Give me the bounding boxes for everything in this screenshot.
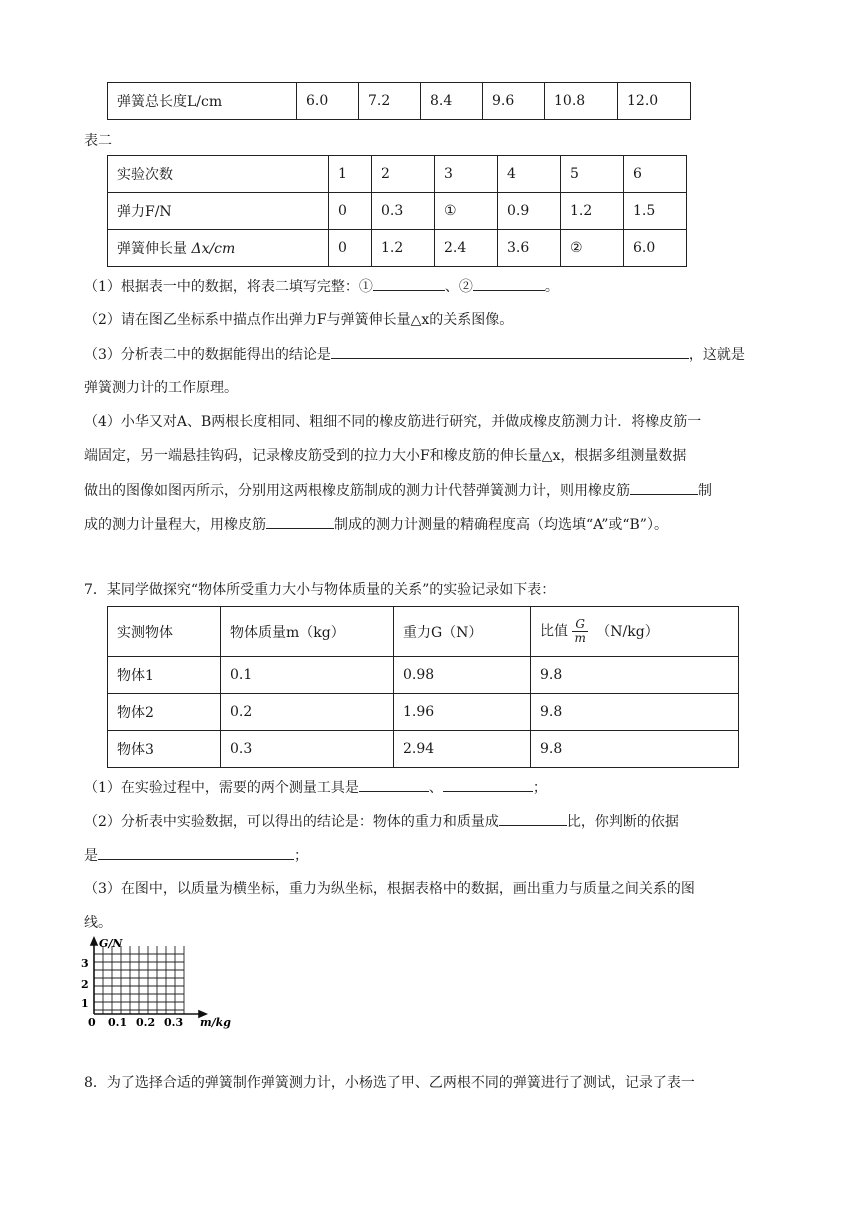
q6-part1-text: （1）根据表一中的数据，将表二填写完整：① bbox=[84, 279, 373, 295]
table2-cell: 1 bbox=[329, 156, 372, 193]
table2-cell: 5 bbox=[561, 156, 624, 193]
q6-part4-text: 制 bbox=[698, 483, 712, 499]
q7-cell: 物体2 bbox=[108, 694, 221, 731]
table2-caption: 表二 bbox=[84, 133, 112, 149]
q7-part1 bbox=[84, 777, 784, 798]
x-tick-label: 0.1 bbox=[108, 1016, 128, 1029]
table2-row-label: 弹力F/N bbox=[108, 193, 329, 230]
q7-cell: 9.8 bbox=[531, 657, 739, 694]
q6-part1-text: 、② bbox=[444, 279, 473, 295]
ratio-fraction bbox=[572, 618, 587, 645]
q7-part1-text: ； bbox=[532, 780, 547, 796]
answer-blank[interactable] bbox=[473, 276, 545, 291]
table2-row bbox=[108, 156, 687, 193]
q7-header-cell: 物体质量m（kg） bbox=[221, 607, 394, 657]
table1-row-label: 弹簧总长度L/cm bbox=[108, 83, 297, 120]
table1-cell: 8.4 bbox=[421, 83, 483, 120]
q7-cell: 0.98 bbox=[394, 657, 531, 694]
q7-part2-text: （2）分析表中实验数据，可以得出的结论是：物体的重力和质量成 bbox=[84, 814, 499, 830]
table1-cell: 9.6 bbox=[483, 83, 545, 120]
answer-blank[interactable] bbox=[443, 777, 533, 792]
q6-part3 bbox=[84, 344, 784, 365]
q7-part3-cont: 线。 bbox=[84, 915, 112, 931]
q7-cell: 9.8 bbox=[531, 731, 739, 768]
y-axis-label: G/N bbox=[99, 937, 123, 950]
answer-blank[interactable] bbox=[331, 344, 689, 359]
answer-blank[interactable] bbox=[98, 845, 294, 860]
q7-part2-cont bbox=[84, 845, 784, 866]
table-row bbox=[108, 731, 739, 768]
answer-blank[interactable] bbox=[499, 811, 567, 826]
q7-part1-text: 、 bbox=[428, 780, 443, 796]
table2-row bbox=[108, 230, 687, 267]
table2-label-prefix: 弹簧伸长量 bbox=[117, 241, 192, 257]
grid-lines bbox=[94, 946, 184, 1014]
q7-graph bbox=[81, 936, 244, 1029]
q7-cell: 9.8 bbox=[531, 694, 739, 731]
table2-cell: 2 bbox=[372, 156, 435, 193]
q6-part4-text: 成的测力计量程大，用橡皮筋 bbox=[84, 517, 266, 533]
q7-cell: 0.3 bbox=[221, 731, 394, 768]
table2-cell: 0.9 bbox=[498, 193, 561, 230]
table1-cell: 6.0 bbox=[297, 83, 359, 120]
table1-cell: 10.8 bbox=[545, 83, 618, 120]
table2-cell: 0 bbox=[329, 193, 372, 230]
ratio-unit: （N/kg） bbox=[596, 623, 659, 640]
table2-cell: ② bbox=[561, 230, 624, 267]
q6-part2: （2）请在图乙坐标系中描点作出弹力F与弹簧伸长量△x的关系图像。 bbox=[84, 312, 514, 328]
q6-part4-cont: 端固定，另一端悬挂钩码，记录橡皮筋受到的拉力大小F和橡皮筋的伸长量△x，根据多组测量数据 bbox=[84, 448, 687, 464]
q7-part2 bbox=[84, 811, 784, 832]
q7-cell: 物体3 bbox=[108, 731, 221, 768]
table2-cell: 6.0 bbox=[624, 230, 687, 267]
table-row bbox=[108, 657, 739, 694]
q6-part3-cont: 弹簧测力计的工作原理。 bbox=[84, 380, 238, 396]
table2-cell: 6 bbox=[624, 156, 687, 193]
q6-part3-text: ，这就是 bbox=[688, 347, 745, 363]
table2-row bbox=[108, 193, 687, 230]
q7-cell: 物体1 bbox=[108, 657, 221, 694]
q6-part4-cont bbox=[84, 480, 784, 501]
answer-blank[interactable] bbox=[373, 276, 445, 291]
q6-part3-text: （3）分析表二中的数据能得出的结论是 bbox=[84, 347, 331, 363]
q6-part4-text: 制成的测力计测量的精确程度高（均选填“A”或“B”）。 bbox=[334, 517, 668, 533]
q7-part2-text: 是 bbox=[84, 848, 98, 864]
table2-row-label bbox=[108, 230, 329, 267]
q7-part1-text: （1）在实验过程中，需要的两个测量工具是 bbox=[84, 780, 359, 796]
table2-cell: ① bbox=[435, 193, 498, 230]
fraction-denominator: m bbox=[574, 631, 586, 645]
q8-intro: 8．为了选择合适的弹簧制作弹簧测力计，小杨选了甲、乙两根不同的弹簧进行了测试，记录了表一 bbox=[84, 1075, 695, 1091]
y-tick-label: 3 bbox=[81, 957, 89, 970]
table2 bbox=[107, 155, 687, 267]
q7-part2-text: ； bbox=[294, 848, 308, 864]
y-axis-arrow-icon bbox=[91, 938, 97, 945]
answer-blank[interactable] bbox=[359, 777, 429, 792]
table1-cell: 12.0 bbox=[618, 83, 691, 120]
ratio-label: 比值 bbox=[540, 623, 568, 640]
table1 bbox=[107, 82, 691, 120]
table2-row-label: 实验次数 bbox=[108, 156, 329, 193]
table2-cell: 1.2 bbox=[561, 193, 624, 230]
q7-cell: 1.96 bbox=[394, 694, 531, 731]
q6-part1-text: 。 bbox=[544, 279, 559, 295]
x-tick-label: 0.3 bbox=[164, 1016, 184, 1029]
y-tick-label: 2 bbox=[81, 978, 89, 991]
x-tick-label: 0 bbox=[88, 1016, 96, 1029]
answer-blank[interactable] bbox=[630, 480, 698, 495]
q7-part3: （3）在图中，以质量为横坐标，重力为纵坐标，根据表格中的数据，画出重力与质量之间关系的图 bbox=[84, 881, 695, 897]
x-axis-label: m/kg bbox=[200, 1016, 231, 1029]
q7-header-cell: 重力G（N） bbox=[394, 607, 531, 657]
table2-cell: 3.6 bbox=[498, 230, 561, 267]
table2-label-math: Δx/cm bbox=[191, 241, 236, 257]
q6-part4: （4）小华又对A、B两根长度相同、粗细不同的橡皮筋进行研究，并做成橡皮筋测力计．将橡皮筋一 bbox=[84, 414, 702, 430]
x-tick-label: 0.2 bbox=[136, 1016, 156, 1029]
q7-cell: 0.2 bbox=[221, 694, 394, 731]
table-row bbox=[108, 694, 739, 731]
answer-blank[interactable] bbox=[266, 514, 334, 529]
q7-header-ratio bbox=[531, 607, 739, 657]
q6-part1 bbox=[84, 276, 784, 297]
fraction-numerator: G bbox=[572, 618, 587, 632]
q7-header-cell: 实测物体 bbox=[108, 607, 221, 657]
q6-part4-text: 做出的图像如图丙所示，分别用这两根橡皮筋制成的测力计代替弹簧测力计，则用橡皮筋 bbox=[84, 483, 630, 499]
q7-cell: 2.94 bbox=[394, 731, 531, 768]
table2-cell: 4 bbox=[498, 156, 561, 193]
table2-cell: 0.3 bbox=[372, 193, 435, 230]
q7-table-header bbox=[108, 607, 739, 657]
table1-row-length bbox=[108, 83, 691, 120]
table2-cell: 1.2 bbox=[372, 230, 435, 267]
table2-cell: 3 bbox=[435, 156, 498, 193]
q7-cell: 0.1 bbox=[221, 657, 394, 694]
table2-cell: 0 bbox=[329, 230, 372, 267]
q7-part2-text: 比，你判断的依据 bbox=[566, 814, 679, 830]
table2-cell: 1.5 bbox=[624, 193, 687, 230]
table2-cell: 2.4 bbox=[435, 230, 498, 267]
y-tick-label: 1 bbox=[81, 997, 89, 1010]
table1-cell: 7.2 bbox=[359, 83, 421, 120]
q7-intro: 7．某同学做探究“物体所受重力大小与物体质量的关系”的实验记录如下表： bbox=[84, 582, 556, 598]
q6-part4-cont bbox=[84, 514, 784, 535]
q7-table bbox=[107, 606, 739, 768]
